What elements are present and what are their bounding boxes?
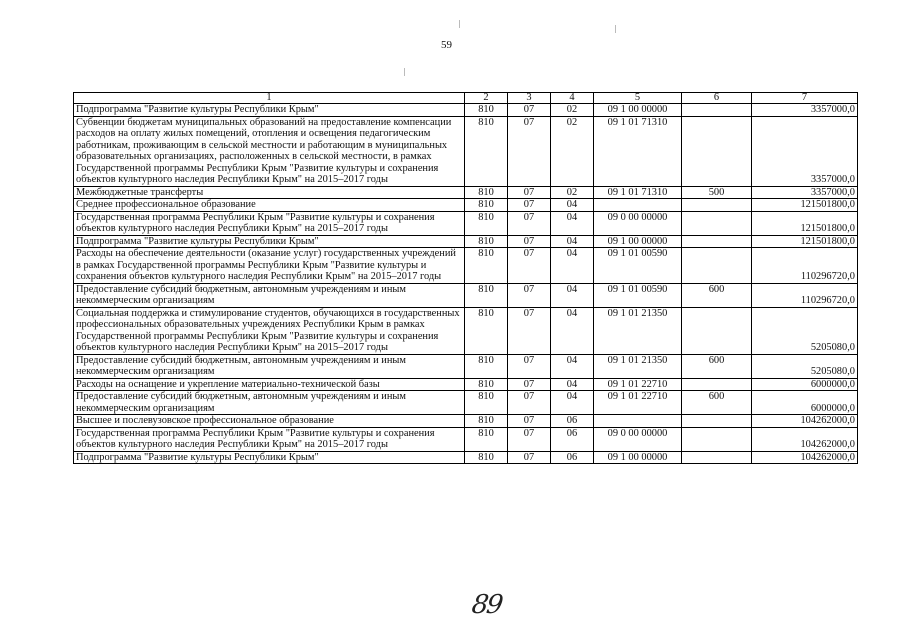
- page-number: 59: [441, 39, 452, 51]
- row-code-cell: [682, 248, 752, 284]
- row-code-cell: [682, 116, 752, 186]
- row-name-cell: Подпрограмма "Развитие культуры Республики Крым": [74, 104, 465, 117]
- row-code-cell: 04: [551, 235, 594, 248]
- row-name-cell: Субвенции бюджетам муниципальных образований на предоставление компенсации расходов на оплату жилых помещений, отопления и освещения педагогическим работникам, проживающим в сельской местности и работающим в муниципальных образовательных организациях, расположенных в сельской местности, в рамках Государственной программы Республики Крым "Развитие культуры и сохранения объектов культурного наследия Республики Крым" на 2015–2017 годы: [74, 116, 465, 186]
- row-code-cell: 810: [465, 211, 508, 235]
- row-name-cell: Предоставление субсидий бюджетным, автономным учреждениям и иным некоммерческим организациям: [74, 283, 465, 307]
- row-code-cell: 07: [508, 211, 551, 235]
- row-name-cell: Подпрограмма "Развитие культуры Республики Крым": [74, 451, 465, 464]
- row-code-cell: 810: [465, 354, 508, 378]
- row-code-cell: 500: [682, 186, 752, 199]
- row-code-cell: 07: [508, 235, 551, 248]
- row-amount-cell: 121501800,0: [752, 199, 858, 212]
- row-code-cell: [682, 451, 752, 464]
- table-row: [74, 248, 858, 284]
- row-code-cell: 07: [508, 354, 551, 378]
- row-code-cell: 04: [551, 307, 594, 354]
- row-code-cell: 810: [465, 307, 508, 354]
- row-amount-cell: 5205080,0: [752, 307, 858, 354]
- row-code-cell: 06: [551, 451, 594, 464]
- row-code-cell: 09 1 00 00000: [594, 104, 682, 117]
- table-row: [74, 211, 858, 235]
- row-name-cell: Государственная программа Республики Крым "Развитие культуры и сохранения объектов культурного наследия Республики Крым" на 2015–2017 годы: [74, 427, 465, 451]
- table-row: [74, 235, 858, 248]
- row-code-cell: 06: [551, 427, 594, 451]
- row-amount-cell: 121501800,0: [752, 211, 858, 235]
- row-code-cell: 09 1 00 00000: [594, 451, 682, 464]
- row-amount-cell: 3357000,0: [752, 116, 858, 186]
- row-code-cell: 02: [551, 116, 594, 186]
- row-code-cell: 09 1 01 22710: [594, 378, 682, 391]
- row-name-cell: Расходы на обеспечение деятельности (оказание услуг) государственных учреждений в рамках Государственной программы Республики Крым "Развитие культуры и сохранения объектов культурного наследия Республики Крым" на 2015–2017 годы: [74, 248, 465, 284]
- row-amount-cell: 3357000,0: [752, 104, 858, 117]
- row-code-cell: 04: [551, 199, 594, 212]
- row-name-cell: Предоставление субсидий бюджетным, автономным учреждениям и иным некоммерческим организациям: [74, 391, 465, 415]
- row-amount-cell: 110296720,0: [752, 283, 858, 307]
- row-code-cell: 04: [551, 283, 594, 307]
- row-code-cell: 600: [682, 283, 752, 307]
- row-code-cell: [682, 415, 752, 428]
- row-code-cell: 09 1 00 00000: [594, 235, 682, 248]
- row-code-cell: 09 1 01 21350: [594, 354, 682, 378]
- header-cell: 6: [682, 93, 752, 104]
- row-name-cell: Межбюджетные трансферты: [74, 186, 465, 199]
- row-code-cell: 04: [551, 248, 594, 284]
- row-code-cell: 09 1 01 00590: [594, 283, 682, 307]
- row-code-cell: 04: [551, 354, 594, 378]
- row-code-cell: [682, 307, 752, 354]
- scan-speck: [404, 68, 405, 76]
- row-amount-cell: 104262000,0: [752, 427, 858, 451]
- row-name-cell: Государственная программа Республики Крым "Развитие культуры и сохранения объектов культурного наследия Республики Крым" на 2015–2017 годы: [74, 211, 465, 235]
- table-row: [74, 391, 858, 415]
- row-name-cell: Подпрограмма "Развитие культуры Республики Крым": [74, 235, 465, 248]
- row-code-cell: 810: [465, 104, 508, 117]
- row-code-cell: 06: [551, 415, 594, 428]
- row-code-cell: 07: [508, 415, 551, 428]
- row-amount-cell: 6000000,0: [752, 391, 858, 415]
- row-code-cell: 810: [465, 391, 508, 415]
- row-code-cell: 810: [465, 283, 508, 307]
- table-row: [74, 354, 858, 378]
- row-code-cell: [682, 427, 752, 451]
- row-code-cell: 07: [508, 427, 551, 451]
- row-name-cell: Среднее профессиональное образование: [74, 199, 465, 212]
- table-row: [74, 415, 858, 428]
- row-name-cell: Высшее и послевузовское профессиональное образование: [74, 415, 465, 428]
- row-code-cell: 810: [465, 186, 508, 199]
- table-row: [74, 378, 858, 391]
- row-code-cell: 810: [465, 248, 508, 284]
- budget-table: [73, 92, 858, 464]
- table-row: [74, 186, 858, 199]
- row-amount-cell: 110296720,0: [752, 248, 858, 284]
- row-code-cell: 07: [508, 451, 551, 464]
- row-amount-cell: 5205080,0: [752, 354, 858, 378]
- row-amount-cell: 3357000,0: [752, 186, 858, 199]
- row-code-cell: 02: [551, 186, 594, 199]
- row-code-cell: 07: [508, 391, 551, 415]
- row-code-cell: 07: [508, 378, 551, 391]
- table-row: [74, 307, 858, 354]
- row-code-cell: [682, 378, 752, 391]
- header-cell: 5: [594, 93, 682, 104]
- row-name-cell: Предоставление субсидий бюджетным, автономным учреждениям и иным некоммерческим организациям: [74, 354, 465, 378]
- row-code-cell: 810: [465, 199, 508, 212]
- header-cell: 3: [508, 93, 551, 104]
- row-code-cell: [682, 104, 752, 117]
- scan-speck: [615, 25, 616, 33]
- table-row: [74, 427, 858, 451]
- row-code-cell: 02: [551, 104, 594, 117]
- header-cell: 4: [551, 93, 594, 104]
- row-amount-cell: 104262000,0: [752, 415, 858, 428]
- header-cell: 1: [74, 93, 465, 104]
- row-amount-cell: 121501800,0: [752, 235, 858, 248]
- header-cell: 7: [752, 93, 858, 104]
- row-code-cell: 810: [465, 235, 508, 248]
- row-code-cell: 810: [465, 451, 508, 464]
- row-code-cell: 09 1 01 71310: [594, 186, 682, 199]
- row-code-cell: [682, 199, 752, 212]
- row-name-cell: Социальная поддержка и стимулирование студентов, обучающихся в государственных профессиональных образовательных учреждениях Республики Крым в рамках Государственной программы Республики Крым "Развитие культуры и сохранения объектов культурного наследия Республики Крым" на 2015–2017 годы: [74, 307, 465, 354]
- row-code-cell: 09 1 01 71310: [594, 116, 682, 186]
- table-row: [74, 199, 858, 212]
- row-code-cell: 07: [508, 104, 551, 117]
- row-code-cell: 09 1 01 21350: [594, 307, 682, 354]
- row-code-cell: [682, 235, 752, 248]
- table-row: [74, 283, 858, 307]
- row-amount-cell: 6000000,0: [752, 378, 858, 391]
- row-code-cell: 07: [508, 307, 551, 354]
- row-code-cell: [594, 415, 682, 428]
- row-code-cell: 09 1 01 22710: [594, 391, 682, 415]
- row-code-cell: 600: [682, 354, 752, 378]
- table-row: [74, 104, 858, 117]
- row-code-cell: 09 0 00 00000: [594, 427, 682, 451]
- row-code-cell: 09 0 00 00000: [594, 211, 682, 235]
- row-code-cell: 810: [465, 427, 508, 451]
- row-amount-cell: 104262000,0: [752, 451, 858, 464]
- row-code-cell: 09 1 01 00590: [594, 248, 682, 284]
- header-cell: 2: [465, 93, 508, 104]
- row-code-cell: 810: [465, 116, 508, 186]
- row-code-cell: [682, 211, 752, 235]
- row-code-cell: 07: [508, 199, 551, 212]
- row-code-cell: 07: [508, 283, 551, 307]
- row-code-cell: 04: [551, 391, 594, 415]
- row-code-cell: 04: [551, 378, 594, 391]
- header-row: [74, 93, 858, 104]
- row-code-cell: 07: [508, 248, 551, 284]
- row-code-cell: [594, 199, 682, 212]
- row-code-cell: 07: [508, 116, 551, 186]
- row-code-cell: 600: [682, 391, 752, 415]
- row-code-cell: 07: [508, 186, 551, 199]
- row-name-cell: Расходы на оснащение и укрепление материально-технической базы: [74, 378, 465, 391]
- table-row: [74, 116, 858, 186]
- row-code-cell: 810: [465, 378, 508, 391]
- row-code-cell: 04: [551, 211, 594, 235]
- table-row: [74, 451, 858, 464]
- scan-speck: [459, 20, 460, 28]
- handwritten-page-mark: 89: [469, 590, 504, 620]
- row-code-cell: 810: [465, 415, 508, 428]
